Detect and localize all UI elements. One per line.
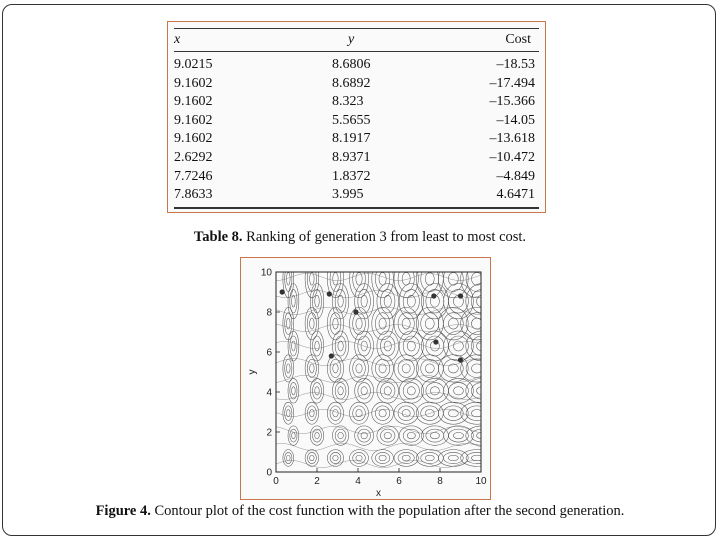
contour-line — [443, 452, 463, 463]
population-point — [433, 339, 438, 344]
contour-line — [333, 318, 338, 329]
table-cell-x: 9.1602 — [174, 75, 213, 91]
contour-line — [471, 336, 489, 356]
contour-line — [461, 450, 489, 467]
table-header-y: y — [348, 32, 355, 47]
contour-line — [407, 432, 415, 438]
contour-line — [312, 383, 321, 399]
contour-line — [310, 318, 315, 329]
contour-line — [425, 364, 434, 373]
contour-line — [403, 289, 419, 313]
x-axis-label: x — [376, 488, 381, 498]
contour-line — [421, 378, 448, 403]
table-cell-y: 8.6892 — [332, 75, 371, 91]
contour-line — [443, 313, 463, 335]
table-header-cost: Cost — [505, 32, 531, 47]
contour-line — [372, 260, 394, 298]
figure-caption-text: Contour plot of the cost function with the population after the second generation. — [150, 503, 625, 519]
contour-line — [353, 452, 366, 463]
table-cell-cost: –18.53 — [496, 57, 535, 72]
table-cell-x: 9.1602 — [174, 131, 213, 147]
contour-line — [398, 359, 414, 377]
y-tick-label: 6 — [266, 347, 272, 359]
table-cell-y: 8.323 — [332, 94, 364, 110]
contour-line — [350, 402, 369, 424]
contour-line — [285, 406, 292, 421]
contour-line — [333, 272, 338, 285]
contour-line — [477, 387, 488, 395]
figure-image — [240, 257, 491, 500]
contour-line — [333, 364, 338, 373]
contour-line — [403, 336, 419, 356]
contour-line — [448, 455, 458, 461]
contour-line — [425, 455, 434, 461]
contour-line — [330, 359, 341, 377]
table-cell-cost: –4.849 — [496, 168, 535, 184]
contour-line — [286, 364, 290, 373]
contour-line — [335, 429, 346, 442]
contour-line — [466, 313, 488, 335]
contour-line — [276, 392, 481, 399]
contour-line — [453, 387, 463, 395]
contour-line — [356, 455, 362, 461]
y-tick-label: 8 — [266, 307, 272, 319]
table-row — [168, 169, 545, 187]
table-cell-cost: –17.494 — [489, 75, 535, 91]
table-cell-y: 5.5655 — [332, 112, 371, 128]
contour-line — [350, 260, 369, 298]
table-cell-x: 9.1602 — [174, 94, 213, 110]
contour-line — [430, 432, 439, 438]
contour-line — [353, 406, 366, 421]
contour-line — [466, 359, 488, 377]
contour-line — [312, 289, 321, 313]
contour-line — [426, 383, 444, 399]
contour-line — [438, 355, 468, 382]
contour-line — [449, 383, 469, 399]
contour-line — [448, 364, 458, 373]
contour-line — [335, 336, 346, 356]
contour-line — [338, 432, 343, 438]
contour-line — [290, 289, 297, 313]
contour-line — [425, 318, 434, 329]
table-row — [168, 150, 545, 168]
y-tick-label: 10 — [260, 267, 272, 279]
contour-line — [307, 266, 316, 291]
contour-line — [372, 402, 394, 424]
x-tick-label: 10 — [475, 476, 487, 487]
contour-line — [471, 289, 489, 313]
contour-line — [384, 341, 391, 351]
contour-line — [379, 410, 386, 417]
contour-line — [402, 455, 410, 461]
contour-line — [353, 359, 366, 377]
contour-line — [394, 450, 418, 467]
contour-line — [421, 359, 439, 377]
table-row — [168, 57, 545, 75]
contour-line — [443, 406, 463, 421]
contour-line — [292, 387, 296, 395]
contour-line — [372, 355, 394, 382]
contour-line — [466, 452, 488, 463]
population-point — [458, 293, 463, 298]
contour-line — [438, 450, 468, 467]
contour-line — [310, 455, 315, 461]
contour-line — [430, 387, 439, 395]
contour-line — [356, 318, 362, 329]
contour-line — [307, 359, 316, 377]
contour-line — [377, 378, 399, 403]
table-cell-cost: –10.472 — [489, 150, 535, 165]
contour-line — [453, 341, 463, 351]
contour-line — [377, 284, 399, 319]
table-cell-y: 3.995 — [332, 187, 364, 203]
table-cell-y: 8.1917 — [332, 131, 371, 147]
contour-line — [276, 273, 481, 280]
contour-line — [407, 387, 415, 395]
contour-line — [381, 336, 395, 356]
contour-line — [276, 443, 481, 450]
contour-line — [477, 432, 488, 438]
contour-line — [292, 295, 296, 307]
table-cell-cost: –14.05 — [496, 112, 535, 128]
table-cell-cost: –15.366 — [489, 94, 535, 110]
contour-line — [292, 432, 296, 438]
contour-line — [350, 450, 369, 467]
contour-line — [399, 331, 423, 361]
contour-line — [358, 383, 371, 399]
contour-line — [444, 284, 474, 319]
contour-line — [398, 452, 414, 463]
contour-line — [310, 364, 315, 373]
contour-line — [377, 426, 399, 445]
table-cell-x: 7.8633 — [174, 187, 213, 203]
table-row — [168, 76, 545, 94]
contour-line — [315, 387, 320, 395]
contour-line — [381, 429, 395, 442]
contour-line — [335, 383, 346, 399]
population-point — [327, 291, 332, 296]
table-header-x: x — [174, 32, 181, 47]
contour-line — [372, 450, 394, 467]
table-cell-cost: –13.618 — [489, 131, 535, 147]
contour-line — [461, 307, 489, 340]
contour-line — [466, 406, 488, 421]
population-point — [458, 357, 463, 362]
contour-line — [350, 307, 369, 340]
contour-line — [315, 432, 320, 438]
contour-line — [448, 318, 458, 329]
contour-line — [402, 364, 410, 373]
contour-line — [355, 426, 374, 445]
contour-line — [477, 341, 488, 351]
y-tick-label: 4 — [266, 387, 272, 399]
contour-line — [310, 410, 315, 417]
table-cell-x: 9.1602 — [174, 112, 213, 128]
y-tick-label: 2 — [266, 427, 272, 439]
contour-line — [394, 355, 418, 382]
population-point — [431, 293, 436, 298]
contour-lines — [276, 260, 489, 468]
contour-line — [398, 266, 414, 291]
contour-line — [285, 359, 292, 377]
table-row — [168, 131, 545, 149]
table-caption-label: Table 8. — [193, 229, 243, 245]
x-tick-label: 0 — [273, 476, 279, 487]
contour-line — [453, 432, 463, 438]
contour-line — [426, 429, 444, 442]
contour-line — [333, 410, 338, 417]
table-cell-y: 1.8372 — [332, 168, 371, 184]
table-caption-text: Ranking of generation 3 from least to most cost. — [242, 229, 527, 245]
contour-line — [276, 342, 481, 349]
contour-line — [290, 336, 297, 356]
contour-line — [358, 429, 371, 442]
y-axis-label: y — [247, 369, 258, 375]
contour-line — [438, 260, 468, 298]
contour-line — [394, 402, 418, 424]
contour-line — [416, 450, 443, 467]
contour-line — [276, 460, 481, 467]
contour-line — [307, 452, 316, 463]
contour-line — [426, 289, 444, 313]
contour-line — [307, 406, 316, 421]
table-top-rule — [174, 28, 539, 29]
table-cell-x: 9.0215 — [174, 57, 213, 72]
contour-line — [399, 426, 423, 445]
contour-line — [356, 364, 362, 373]
contour-line — [403, 429, 419, 442]
contour-line — [276, 376, 481, 383]
table-cell-cost: 4.6471 — [496, 187, 535, 203]
contour-line — [375, 359, 389, 377]
contour-line — [330, 313, 341, 335]
contour-line — [379, 272, 386, 285]
contour-line — [379, 455, 386, 461]
contour-line — [315, 295, 320, 307]
contour-line — [333, 455, 338, 461]
contour-line — [403, 383, 419, 399]
table-cell-x: 2.6292 — [174, 150, 213, 165]
contour-line — [384, 432, 391, 438]
contour-line — [384, 387, 391, 395]
contour-line — [338, 387, 343, 395]
contour-line — [443, 266, 463, 291]
table-row — [168, 113, 545, 131]
contour-line — [379, 318, 386, 329]
contour-line — [286, 455, 290, 461]
contour-line — [375, 266, 389, 291]
table-header-rule — [174, 51, 539, 52]
table-cell-y: 8.6806 — [332, 57, 371, 72]
x-tick-label: 4 — [355, 476, 361, 487]
table-row — [168, 187, 545, 205]
contour-line — [398, 313, 414, 335]
table-row — [168, 94, 545, 112]
figure-caption-label: Figure 4. — [95, 503, 151, 519]
contour-line — [290, 383, 297, 399]
contour-line — [449, 429, 469, 442]
contour-line — [461, 402, 489, 424]
contour-plot — [241, 258, 489, 498]
contour-line — [330, 452, 341, 463]
contour-line — [285, 313, 292, 335]
contour-line — [285, 452, 292, 463]
table-bottom-rule — [174, 207, 539, 209]
figure-caption — [0, 503, 720, 520]
contour-line — [375, 406, 389, 421]
table-cell-x: 7.7246 — [174, 168, 213, 184]
x-tick-label: 6 — [396, 476, 402, 487]
table-cell-y: 8.9371 — [332, 150, 371, 165]
contour-line — [276, 409, 481, 416]
contour-line — [425, 272, 434, 285]
contour-line — [477, 295, 488, 307]
table-caption — [0, 229, 720, 246]
population-point — [329, 353, 334, 358]
contour-line — [402, 318, 410, 329]
contour-line — [312, 429, 321, 442]
x-tick-label: 2 — [314, 476, 320, 487]
contour-line — [444, 426, 474, 445]
contour-line — [315, 341, 320, 351]
population-point — [280, 289, 285, 294]
contour-line — [375, 313, 389, 335]
table-image — [167, 21, 546, 213]
x-tick-label: 8 — [437, 476, 443, 487]
contour-line — [438, 402, 468, 424]
contour-line — [438, 307, 468, 340]
contour-line — [375, 452, 389, 463]
contour-line — [353, 266, 366, 291]
contour-line — [421, 266, 439, 291]
contour-line — [381, 383, 395, 399]
y-tick-label: 0 — [266, 467, 272, 479]
population-point — [353, 309, 358, 314]
